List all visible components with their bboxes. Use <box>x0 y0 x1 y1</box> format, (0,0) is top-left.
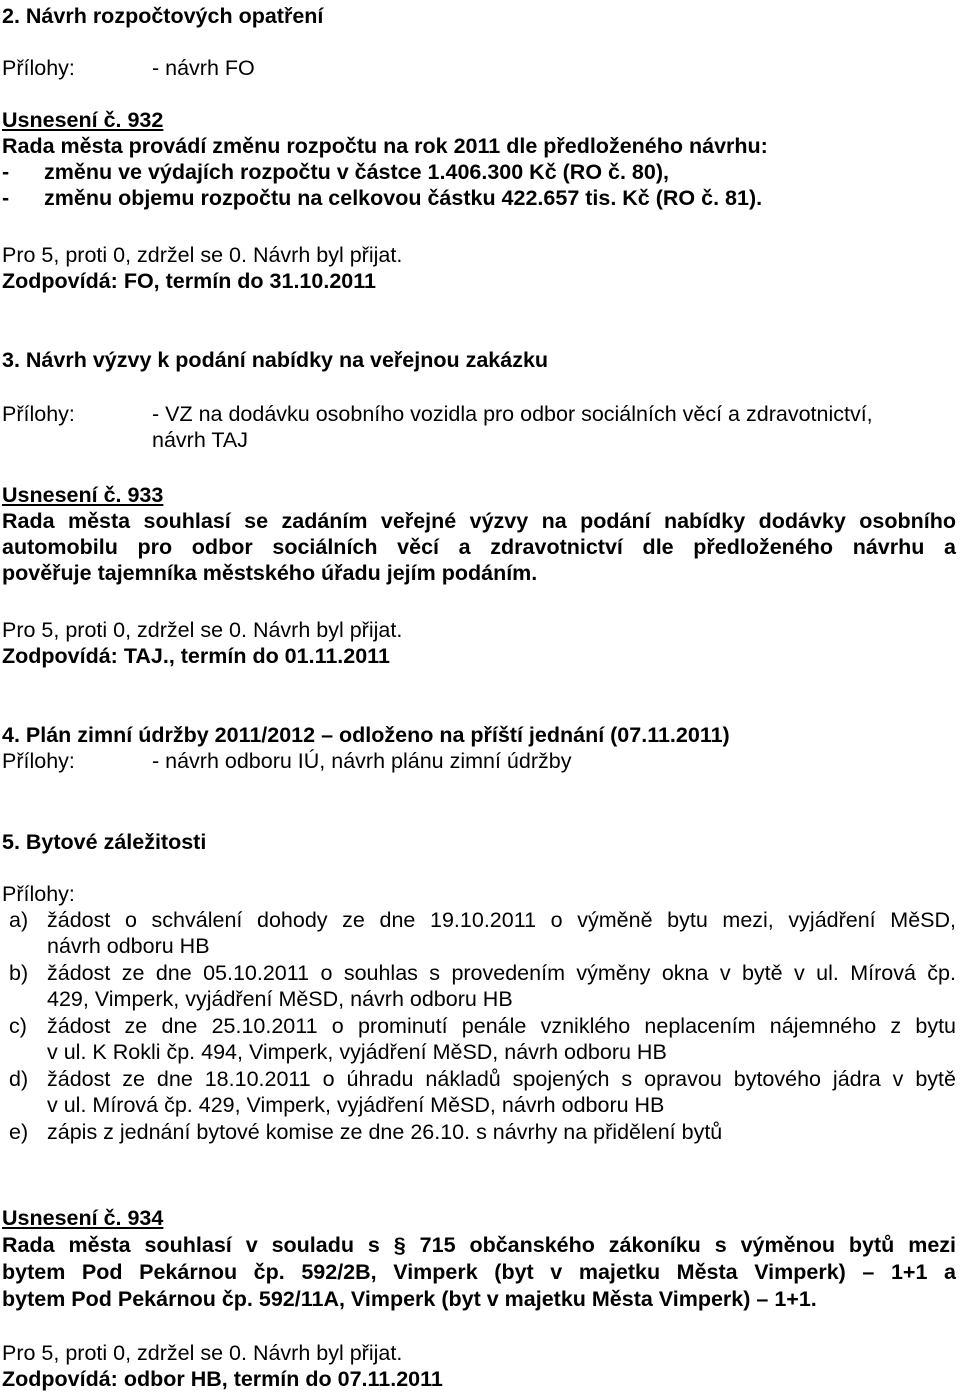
attachments-label: Přílohy: <box>2 56 75 80</box>
list-marker: e) <box>9 1120 29 1144</box>
section-4-heading: 4. Plán zimní údržby 2011/2012 – odloženo na příští jednání (07.11.2011) <box>2 723 730 747</box>
list-marker: c) <box>9 1014 27 1038</box>
list-item: žádost ze dne 25.10.2011 o prominutí penále vzniklého neplacením nájemného z bytu <box>47 1014 956 1038</box>
bullet-item: změnu ve výdajích rozpočtu v částce 1.406.300 Kč (RO č. 80), <box>44 160 669 184</box>
attachments-label: Přílohy: <box>2 402 75 426</box>
resolution-body: bytem Pod Pekárnou čp. 592/2B, Vimperk (byt v majetku Města Vimperk) – 1+1 a <box>2 1260 956 1284</box>
list-marker: b) <box>9 961 29 985</box>
responsibility: Zodpovídá: TAJ., termín do 01.11.2011 <box>2 644 390 668</box>
responsibility: Zodpovídá: odbor HB, termín do 07.11.2011 <box>2 1367 443 1391</box>
resolution-number: Usnesení č. 933 <box>2 483 164 507</box>
responsibility: Zodpovídá: FO, termín do 31.10.2011 <box>2 269 376 293</box>
section-5-heading: 5. Bytové záležitosti <box>2 830 207 854</box>
list-marker: d) <box>9 1067 29 1091</box>
resolution-number: Usnesení č. 934 <box>2 1206 164 1230</box>
bullet-dash: - <box>2 186 10 210</box>
section-2-heading: 2. Návrh rozpočtových opatření <box>2 4 324 28</box>
attachments-text: návrh TAJ <box>152 428 248 452</box>
list-item-cont: v ul. Mírová čp. 429, Vimperk, vyjádření MěSD, návrh odboru HB <box>47 1093 665 1117</box>
section-3-heading: 3. Návrh výzvy k podání nabídky na veřejnou zakázku <box>2 348 549 372</box>
list-item: žádost o schválení dohody ze dne 19.10.2011 o výměně bytu mezi, vyjádření MěSD, <box>47 908 956 932</box>
vote-result: Pro 5, proti 0, zdržel se 0. Návrh byl přijat. <box>2 243 403 267</box>
resolution-body: Rada města souhlasí v souladu s § 715 občanského zákoníku s výměnou bytů mezi <box>2 1233 956 1257</box>
list-item: zápis z jednání bytové komise ze dne 26.10. s návrhy na přidělení bytů <box>47 1120 723 1144</box>
bullet-dash: - <box>2 160 10 184</box>
list-item: žádost ze dne 18.10.2011 o úhradu nákladů spojených s opravou bytového jádra v bytě <box>47 1067 956 1091</box>
list-marker: a) <box>9 908 29 932</box>
resolution-body: automobilu pro odbor sociálních věcí a zdravotnictví dle předloženého návrhu a <box>2 535 956 559</box>
vote-result: Pro 5, proti 0, zdržel se 0. Návrh byl přijat. <box>2 1341 403 1365</box>
attachments-label: Přílohy: <box>2 749 75 773</box>
attachments-text: - VZ na dodávku osobního vozidla pro odbor sociálních věcí a zdravotnictví, <box>152 402 873 426</box>
attachments-text: - návrh odboru IÚ, návrh plánu zimní údržby <box>152 749 572 773</box>
list-item: žádost ze dne 05.10.2011 o souhlas s provedením výměny okna v bytě v ul. Mírová čp. <box>47 961 956 985</box>
resolution-body: Rada města provádí změnu rozpočtu na rok 2011 dle předloženého návrhu: <box>2 134 768 158</box>
attachments-text: - návrh FO <box>152 56 255 80</box>
resolution-body: bytem Pod Pekárnou čp. 592/11A, Vimperk (byt v majetku Města Vimperk) – 1+1. <box>2 1287 817 1311</box>
list-item-cont: v ul. K Rokli čp. 494, Vimperk, vyjádření MěSD, návrh odboru HB <box>47 1040 667 1064</box>
bullet-item: změnu objemu rozpočtu na celkovou částku 422.657 tis. Kč (RO č. 81). <box>44 186 763 210</box>
resolution-body: pověřuje tajemníka městského úřadu jejím podáním. <box>2 561 538 585</box>
resolution-body: Rada města souhlasí se zadáním veřejné výzvy na podání nabídky dodávky osobního <box>2 509 956 533</box>
resolution-number: Usnesení č. 932 <box>2 108 164 132</box>
list-item-cont: návrh odboru HB <box>47 934 210 958</box>
attachments-label: Přílohy: <box>2 882 75 906</box>
list-item-cont: 429, Vimperk, vyjádření MěSD, návrh odboru HB <box>47 987 513 1011</box>
vote-result: Pro 5, proti 0, zdržel se 0. Návrh byl přijat. <box>2 618 403 642</box>
